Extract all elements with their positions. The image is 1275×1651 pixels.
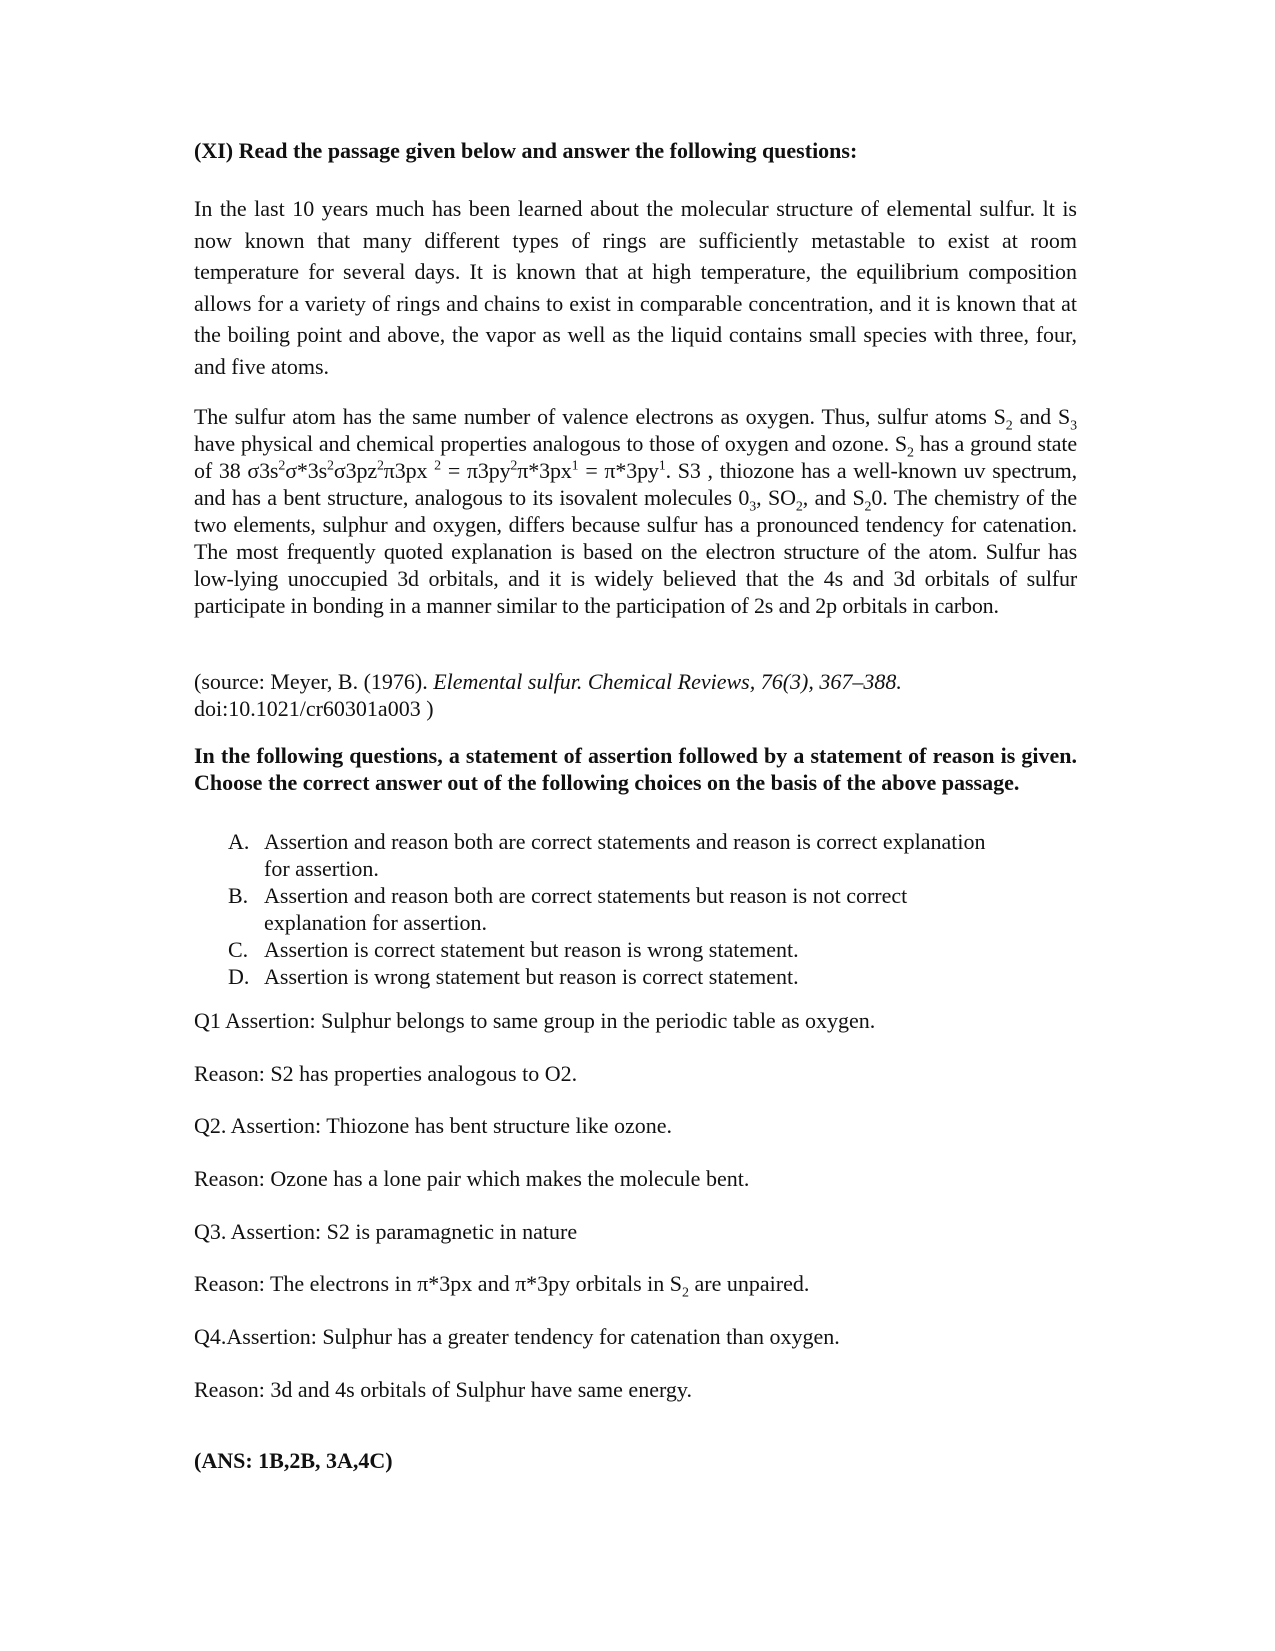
q2-assertion: Q2. Assertion: Thiozone has bent structure like ozone.: [194, 1113, 672, 1138]
section-heading: (XI) Read the passage given below and answer the following questions:: [194, 138, 858, 163]
choice-b: B. Assertion and reason both are correct statements but reason is not correct explanation for assertion.: [228, 883, 908, 935]
q2-reason: Reason: Ozone has a lone pair which makes the molecule bent.: [194, 1166, 750, 1191]
passage-paragraph-1: In the last 10 years much has been learned about the molecular structure of elemental sulfur. lt is now known that many different types of rings are sufficiently metastable to exist at room temperature for several days. It is known that at high temperature, the equilibrium composition allows for a variety of rings and chains to exist in comparable concentration, and it is known that at the boiling point and above, the vapor as well as the liquid contains small species with three, four, and five atoms.: [194, 196, 1077, 379]
q4-reason: Reason: 3d and 4s orbitals of Sulphur have same energy.: [194, 1377, 692, 1402]
choice-d: D. Assertion is wrong statement but reason is correct statement.: [228, 964, 799, 989]
choice-a: A. Assertion and reason both are correct statements and reason is correct explanation for assertion.: [228, 829, 986, 881]
instructions: In the following questions, a statement of assertion followed by a statement of reason is given. Choose the correct answer out of the following choices on the basis of the above passage.: [194, 743, 1077, 795]
source-citation: (source: Meyer, B. (1976). Elemental sulfur. Chemical Reviews, 76(3), 367–388. doi:10.1021/cr60301a003 ): [194, 669, 902, 721]
q4-assertion: Q4.Assertion: Sulphur has a greater tendency for catenation than oxygen.: [194, 1324, 840, 1349]
q3-assertion: Q3. Assertion: S2 is paramagnetic in nature: [194, 1219, 578, 1244]
q1-reason: Reason: S2 has properties analogous to O2.: [194, 1061, 578, 1086]
passage-paragraph-2: The sulfur atom has the same number of valence electrons as oxygen. Thus, sulfur atoms $S_2$ and $S_3$ have physical and chemical properties analogous to those of oxygen and ozone. $S_2$ has a ground state of 38 $\sigma 3s^2\sigma*3s^2\sigma 3pz^2\pi 3px$ $^2 = \pi 3py^2\pi*3px^1 = \pi*3py^1$. S3 , thiozone has a well-known uv spectrum, and has a bent structure, analogous to its isovalent molecules $0_3$, $SO_2$, and $S_20$. The chemistry of the two elements, sulphur and oxygen, differs because sulfur has a pronounced tendency for catenation. The most frequently quoted explanation is based on the electron structure of the atom. Sulfur has low-lying unoccupied 3d orbitals, and it is widely believed that the 4s and 3d orbitals of sulfur participate in bonding in a manner similar to the participation of 2s and 2p orbitals in carbon.: [194, 404, 1077, 618]
answer-key: (ANS: 1B,2B, 3A,4C): [194, 1448, 393, 1473]
choice-c: C. Assertion is correct statement but reason is wrong statement.: [228, 937, 799, 962]
q3-reason: Reason: The electrons in π*3px and π*3py orbitals in $S_2$ are unpaired.: [194, 1271, 810, 1301]
answer-choices: [228, 828, 988, 990]
q1-assertion: Q1 Assertion: Sulphur belongs to same group in the periodic table as oxygen.: [194, 1008, 876, 1033]
